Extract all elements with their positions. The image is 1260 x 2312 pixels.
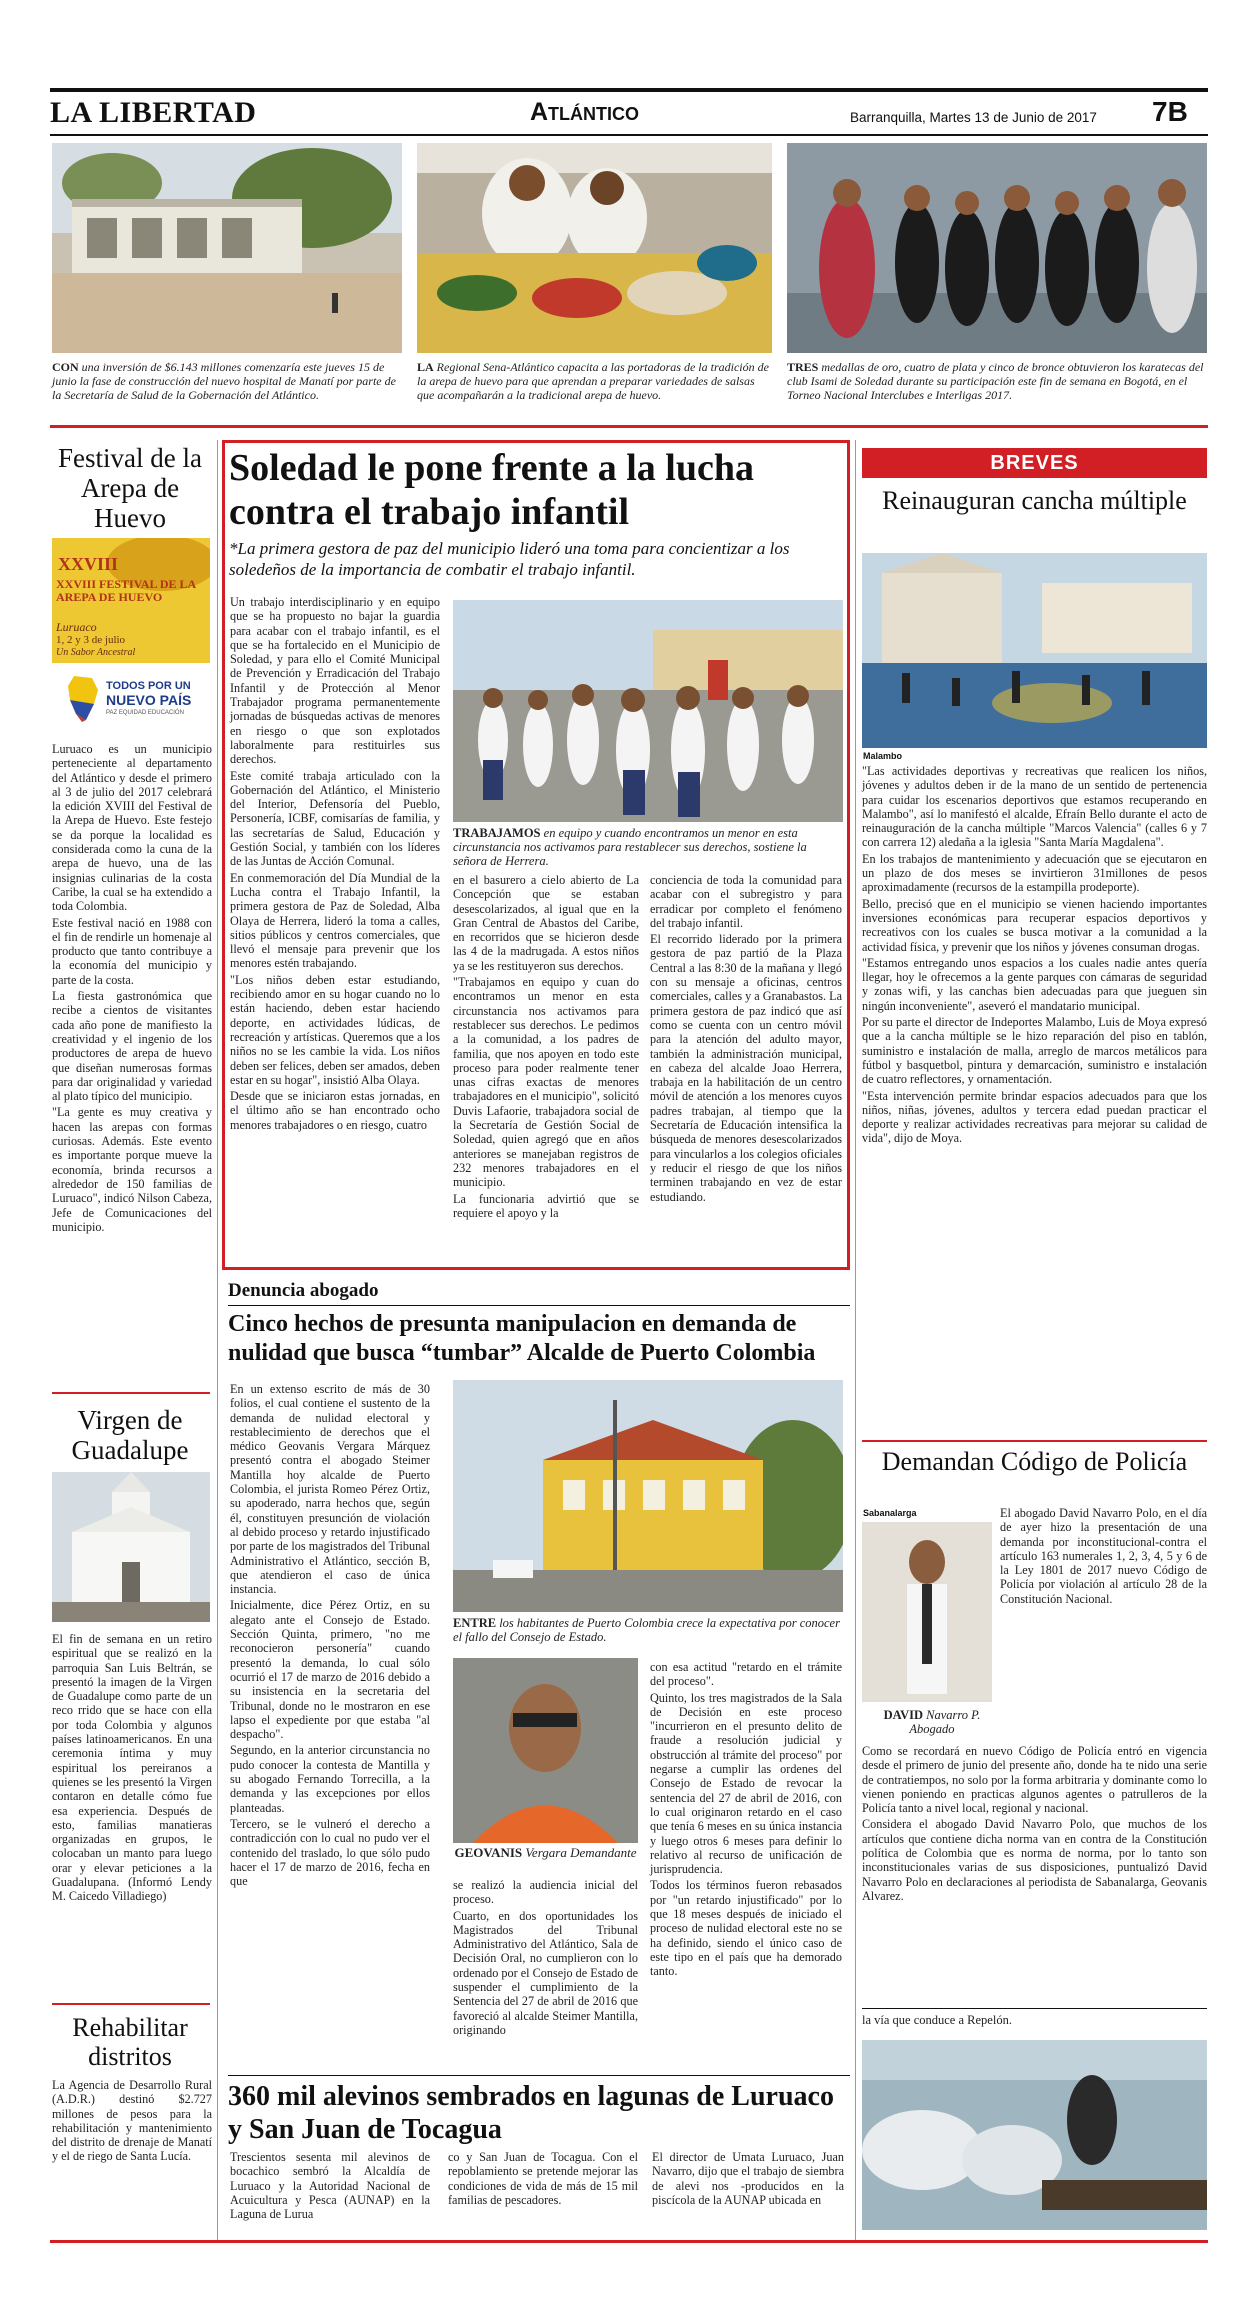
festival-paragraph: "La gente es muy creativa y hacen las arepas con formas curiosas. Además. Este evento es importante porque mueve la economía, brinda recursos a alrededor de 150 familias de Luruaco", indicó Nilson Cabeza, Jefe de Comunicaciones del municipio. xyxy=(52,1105,212,1234)
codigo-body-right xyxy=(1000,1506,1207,1608)
march-caption: TRABAJAMOS en equipo y cuando encontramos un menor en esta circunstancia nos activamos para restablecer sus derechos, sostiene la señora de Herrera. xyxy=(453,826,807,868)
march-photo xyxy=(453,600,843,822)
breves-banner xyxy=(862,448,1207,478)
main-paragraph: Este comité trabaja articulado con la Gobernación del Atlántico, el Ministerio del Interior, Defensoría del Pueblo, Personería, ICBF, comisarías de familia, y las secretarías de Salud, Educación y Gestión Social, y también con los líderes de las Juntas de Acción Comunal. xyxy=(230,768,440,869)
column-rule-right xyxy=(855,440,856,2240)
poster-place: Luruaco xyxy=(56,620,97,634)
denuncia-paragraph: con esa actitud "retardo en el trámite del proceso". xyxy=(650,1660,842,1689)
page-number: 7B xyxy=(1152,96,1188,127)
denuncia-paragraph: Segundo, en la anterior circunstancia no pudo conocer la contesta de Mantilla y su abogado Fernando Torrecilla, a la demanda y las excepciones por ellos planteadas. xyxy=(230,1743,430,1815)
geovanis-portrait xyxy=(453,1658,638,1843)
alevinos-paragraph: El director de Umata Luruaco, Juan Navarro, dijo que el trabajo de siembra de alevi nos -producidos en la piscícola de la AUNAP ubicada en xyxy=(652,2150,844,2207)
church-photo xyxy=(52,1472,210,1622)
codigo-rule xyxy=(862,2008,1207,2009)
distritos-paragraph: La Agencia de Desarrollo Rural (A.D.R.) destinó $2.727 millones de pesos para la rehabilitación y mantenimiento del distrito de drenaje de Manatí y el de riego de Santa Lucía. xyxy=(52,2078,212,2164)
denuncia-paragraph: Tercero, se le vulneró el derecho a contradicción con lo cual no pudo ver el contenido del traslado, lo que sólo pudo hacer el 17 de marzo de 2016, fecha en que xyxy=(230,1816,430,1889)
column-rule-left xyxy=(217,440,218,2240)
denuncia-tag-rule xyxy=(228,1305,850,1306)
puerto-caption: ENTRE los habitantes de Puerto Colombia crece la expectativa por conocer el fallo del Consejo de Estado. xyxy=(453,1616,840,1644)
logo-line2: NUEVO PAÍS xyxy=(106,692,192,708)
main-paragraph: La funcionaria advirtió que se requiere el apoyo y la xyxy=(453,1191,639,1220)
denuncia-paragraph: Cuarto, en dos oportunidades los Magistrados del Tribunal Administrativo del Atlántico, Sala de Decisión Oral, no cumplieron con lo ordenado por el Consejo de Estado de suspender el cumplimiento de la Sentencia del 27 de abril de 2016 que favoreció al alcalde Steimer Mantilla, originando xyxy=(453,1908,638,2037)
poster-dates: 1, 2 y 3 de julio xyxy=(56,634,126,646)
poster-slogan: Un Sabor Ancestral xyxy=(56,647,136,658)
codigo-title: Demandan Código de Policía xyxy=(881,1447,1188,1476)
denuncia-paragraph: se realizó la audiencia inicial del proceso. xyxy=(453,1878,638,1907)
cancha-paragraph: "Esta intervención permite brindar espacios adecuados para que los niños, niñas, jóvenes, adultos y tercera edad puedan practicar el deporte y realizar actividades recreativas para mejorar su calidad de vida", dijo de Moya. xyxy=(862,1088,1207,1146)
cancha-paragraph: Bello, precisó que en el municipio se vienen haciendo importantes inversiones económicas para recuperar espacios deportivos y recreativos con los cuales se busca motivar a la comunidad a la actividad física, y prevenir que los niños y jóvenes consuman drogas. xyxy=(862,896,1207,954)
codigo-paragraph: El abogado David Navarro Polo, en el día de ayer hizo la presentación de una demanda por inconstitucional-contra el artículo 163 numerales 1, 2, 3, 4, 5 y 6 de la Ley 1801 de 2017 nuevo Código de Policía por violación al artículo 28 de la Constitución Nacional. xyxy=(1000,1506,1207,1606)
david-caption: DAVID Navarro P. Abogado xyxy=(883,1708,981,1736)
masthead-date: Barranquilla, Martes 13 de Junio de 2017 xyxy=(850,110,1097,125)
puerto-colombia-photo xyxy=(453,1380,843,1612)
denuncia-col-2 xyxy=(453,1878,638,2039)
hospital-photo xyxy=(52,143,402,353)
cancha-paragraph: Por su parte el director de Indeportes Malambo, Luis de Moya expresó que a la cancha múltiple se le hizo reparación del piso en tablón, suministro e instalación de malla, arreglo de marcos metálicos para fútbol y basquetbol, pintura y demarcación, suministro e instalación de cuatro reflectores, y ornamentación. xyxy=(862,1015,1207,1087)
alevinos-photo xyxy=(862,2040,1207,2230)
main-col-2 xyxy=(453,873,639,1222)
denuncia-paragraph: Quinto, los tres magistrados de la Sala de Decisión en este proceso "incurrieron en el presunto delito de fraude a resolución judicial y obstrucción al trámite del proceso" por negarse a cumplir las ordenes del Consejo de Estado de revocar la sentencia del 27 de abril de 2016, con lo cual originaron retardo en el caso que tenía 6 meses en su única instancia y luego otros 6 meses para definir lo relativo al recurso de unificación de jurisprudencia. xyxy=(650,1690,842,1877)
arepa-caption: LA Regional Sena-Atlántico capacita a las portadoras de la tradición de la arepa de huevo para que aprendan a preparar variedades de salsas que acompañarán a la tradicional arepa de huevo. xyxy=(417,360,769,402)
virgen-paragraph: El fin de semana en un retiro espiritual que se realizó en la parroquia San Luis Beltrán, se presentó la imagen de la Virgen de Guadalupe como parte de un reco rrido que se hace con ella por toda Colombia y algunos países latinoamericanos. En una ceremonia íntima y muy espiritual los pereiranos a quienes se les presentó la Virgen contaron en detalle cómo fue esa experiencia. Después de esto, familias manatieras organizadas en grupos, le colocaban un manto para luego orar y elevar peticiones a la Guadalupana. (Informó Lendy M. Caicedo Villadiego) xyxy=(52,1632,212,1904)
cancha-body xyxy=(862,764,1207,1148)
masthead-bottom-rule xyxy=(50,134,1208,136)
karate-caption: TRES medallas de oro, cuatro de plata y cinco de bronce obtuvieron los karatecas del club Isami de Soledad durante su participación este fin de semana en Bogotá, en el Torneo Nacional Interclubes e Interligas 2017. xyxy=(787,360,1204,402)
alevinos-top-rule xyxy=(228,2075,850,2076)
top-red-rule xyxy=(50,425,1208,428)
logo-line3: PAZ EQUIDAD EDUCACIÓN xyxy=(106,710,184,716)
david-portrait xyxy=(862,1522,992,1702)
geovanis-caption: GEOVANIS Vergara Demandante xyxy=(454,1845,637,1860)
masthead-brand: LA LIBERTAD xyxy=(50,96,257,129)
main-paragraph: "Los niños deben estar estudiando, recibiendo amor en su hogar cuando no lo están haciendo, deben estar haciendo deporte, en actividades lúdicas, de recreación y artísticas. Queremos que a los niños no se les cambie la vida. Los niños deben ser felices, deben ser amados, deben estar en su hogar", insistió Alba Olaya. xyxy=(230,972,440,1087)
main-col-3 xyxy=(650,873,842,1206)
festival-body xyxy=(52,742,212,1236)
cancha-paragraph: "Las actividades deportivas y recreativas que realicen los niños, jóvenes y adultos deben ir de la mano de un sentido de pertenencia para cuidar los escenarios deportivos que estamos recuperando en Malambo", así lo manifestó el alcalde, Efraín Bello durante el acto de reinauguración de la cancha múltiple "Marcos Valencia" (calles 6 y 7 con carrera 12) aledaña a la iglesia "Santa María Magdalena". xyxy=(862,764,1207,850)
codigo-body xyxy=(862,1744,1207,1905)
main-paragraph: Desde que se iniciaron estas jornadas, en el último año se han encontrado ocho menores trabajadores o en riesgo, cuatro xyxy=(230,1089,440,1132)
main-paragraph: conciencia de toda la comunidad para acabar con el subregistro y para erradicar por completo el fenómeno del trabajo infantil. xyxy=(650,873,842,930)
colombia-map-icon xyxy=(64,674,102,722)
main-headline: Soledad le pone frente a la lucha contra el trabajo infantil xyxy=(229,447,754,533)
cancha-photo xyxy=(862,553,1207,748)
bottom-red-rule xyxy=(50,2240,1208,2243)
arepa-workshop-photo xyxy=(417,143,772,353)
left-divider-1 xyxy=(52,1392,210,1394)
main-paragraph: "Trabajamos en equipo y cuan do encontramos un menor en esta circunstancia nos activamos para restablecer sus derechos. Le pedimos a la comunidad, a los padres de familia, que nos apoyen en todo este proceso para poder realmente tener unas cifras exactas de menores trabajadores en el municipio", solicitó Duvis Lafaorie, trabajadora social de la Secretaría de Gestión Social de Soledad, quien agregó que en años anteriores se manejaban registros de 232 menores trabajadores en el municipio. xyxy=(453,975,639,1190)
alevinos-paragraph: Trescientos sesenta mil alevinos de bocachico sembró la Alcaldía de Luruaco y la Autoridad Nacional de Acuicultura y Pesca (AUNAP) en la Laguna de Lurua xyxy=(230,2150,430,2222)
masthead-top-rule xyxy=(50,88,1208,92)
masthead-section: Atlántico xyxy=(530,98,640,126)
alevinos-col-2 xyxy=(448,2150,638,2209)
denuncia-paragraph: Inicialmente, dice Pérez Ortiz, en su alegato ante el Consejo de Estado. Sección Quinta, primero, "no me reconocieron personería" cuando presentó la demanda, lo cual sólo ocurrió el 17 de marzo de 2016 debido a su insistencia en la secretaria del Tribunal, donde no le mostraron en ese lapso el expediente por que estaba "al despacho". xyxy=(230,1598,430,1742)
virgen-body xyxy=(52,1632,212,1906)
main-col-1 xyxy=(230,595,440,1134)
poster-title-text: XXVIII xyxy=(58,554,119,574)
festival-poster xyxy=(52,538,210,663)
cancha-photo-label: Malambo xyxy=(863,751,903,761)
festival-title: Festival de la Arepa de Huevo xyxy=(58,443,202,533)
festival-paragraph: Este festival nació en 1988 con el fin de rendirle un homenaje al producto que tanto contribuye a la economía del municipio y parte de la costa. xyxy=(52,915,212,987)
denuncia-paragraph: En un extenso escrito de más de 30 folios, el cual contiene el sustento de la demanda de nulidad electoral y restablecimiento de derechos que el médico Geovanis Vergara Márquez presentó contra el abogado Steimer Mantilla hoy alcalde de Puerto Colombia, el jurista Romeo Pérez Ortiz, su apoderado, narra hechos que, según él, constituyen presunción de violación al debido proceso y retardo injustificado por parte de los magistrados del Tribunal Administrativo el Atlántico, sección B, que atendieron el caso de única instancia. xyxy=(230,1382,430,1597)
left-divider-2 xyxy=(52,2003,210,2005)
distritos-title: Rehabilitar distritos xyxy=(72,2013,188,2071)
karate-team-photo xyxy=(787,143,1207,353)
codigo-paragraph: Considera el abogado David Navarro Polo, que muchos de los artículos que contiene dicha norma van en contra de la Constitución política de Colombia que es norma de norma, por lo tanto son inconstitucionales varias de sus disposiciones, puntualizó David Navarro Polo en declaraciones al periodista de Sabanalarga, Geovanis Alvarez. xyxy=(862,1817,1207,1903)
main-kicker: *La primera gestora de paz del municipio lideró una toma para concientizar a los soledeños de la importancia de combatir el trabajo infantil. xyxy=(229,539,790,579)
codigo-paragraph: Como se recordará en nuevo Código de Policía entró en vigencia desde el primero de junio del presente año, donde ha te nido una serie de contratiempos, no solo por la forma arbitraria y dominante como lo vienen poniendo en practicas algunos agentes o patrulleros de la Policía tanto a nivel local, regional y nacional. xyxy=(862,1744,1207,1816)
logo-line1: TODOS POR UN xyxy=(106,680,191,692)
cancha-paragraph: En los trabajos de mantenimiento y adecuación que se ejecutaron en un plazo de dos meses se invirtieron 31millones de pesos aproximadamente (recursos de la estampilla prodeporte). xyxy=(862,851,1207,895)
codigo-photo-label: Sabanalarga xyxy=(863,1508,917,1518)
breves-label: BREVES xyxy=(990,452,1079,474)
cancha-paragraph: "Estamos entregando unos espacios a los cuales nadie antes quería llegar, hoy le ofrecemos a la gente parques con cámaras de seguridad y zonas wifi, y las canchas bien adecuadas para que jueguen sin ningún inconveniente", aseveró el mandatario municipal. xyxy=(862,955,1207,1013)
main-paragraph: El recorrido liderado por la primera gestora de paz partió de la Plaza Central a las 8:30 de la mañana y llegó con su mensaje a oficinas, centros comerciales, calles y a Granabastos. La primera gestora de paz indicó que así como se cuenta con un centro móvil para la atención del adulto mayor, también la administración municipal, en cabeza del alcalde Joao Herrera, trabaja en la habilitación de un centro móvil de atención a los menores cuyos padres trabajan, al tiempo que la Secretaría de Educación intensifica la búsqueda de menores desescolarizados para vincularlos a los colegios oficiales y reducir el riesgo de que los niños terminen trabajando en vez de estar estudiando. xyxy=(650,932,842,1204)
cancha-title: Reinauguran cancha múltiple xyxy=(882,486,1187,515)
alevinos-col-3 xyxy=(652,2150,844,2209)
denuncia-col-1 xyxy=(230,1382,430,1890)
alevinos-col-1 xyxy=(230,2150,430,2223)
nuevo-pais-logo xyxy=(64,672,210,727)
main-paragraph: Un trabajo interdisciplinario y en equipo que se ha propuesto no bajar la guardia para acabar con el trabajo infantil, es el que se ha fortalecido en el Municipio de Soledad, y para ello el Comité Municipal de Prevención y Erradicación del Trabajo Infantil y de Protección al Menor Trabajador programa permanentemente jornadas de búsquedas activas de menores en riesgo o que son explotados laboralmente para restituirles sus derechos. xyxy=(230,595,440,767)
poster-title: XXVIII FESTIVAL DE LA AREPA DE HUEVO xyxy=(56,577,196,604)
hospital-caption: CON una inversión de $6.143 millones comenzaría este jueves 15 de junio la fase de construcción del nuevo hospital de Manatí por parte de la Secretaría de Salud de la Gobernación del Atlántico. xyxy=(52,360,396,402)
denuncia-paragraph: Todos los términos fueron rebasados por "un retardo injustificado" por lo que 18 meses después de iniciado el proceso de nulidad electoral este no se ha definido, siendo el único caso de este tipo en el país que ha demorado tanto. xyxy=(650,1878,842,1979)
virgen-title: Virgen de Guadalupe xyxy=(71,1405,189,1465)
alevinos-headline: 360 mil alevinos sembrados en lagunas de Luruaco y San Juan de Tocagua xyxy=(228,2081,834,2145)
denuncia-col-3 xyxy=(650,1660,842,1981)
distritos-body xyxy=(52,2078,212,2166)
codigo-footer-line: la vía que conduce a Repelón. xyxy=(862,2013,1012,2027)
main-paragraph: en el basurero a cielo abierto de La Concepción que se estaban desescolarizados, al igual que en la Gran Central de Abastos del Caribe, en recorridos que se hicieron desde las 4 de la madrugada. A estos niños ya se les restituyeron sus derechos. xyxy=(453,873,639,973)
denuncia-tag: Denuncia abogado xyxy=(228,1280,379,1301)
main-paragraph: En conmemoración del Día Mundial de la Lucha contra el Trabajo Infantil, la primera gestora de Paz de Soledad, Alba Olaya de Herrera, lideró la toma a calles, sitios públicos y centros comerciales, que llevó el mensaje para prevenir que los menores estén trabajando. xyxy=(230,870,440,971)
festival-paragraph: La fiesta gastronómica que recibe a cientos de visitantes cada año pone de manifiesto la creatividad y el ingenio de los productores de arepa de huevo que diseñan numerosas formas para dar originalidad y variedad al plato típico del municipio. xyxy=(52,989,212,1104)
breves-divider xyxy=(862,1440,1207,1442)
denuncia-headline: Cinco hechos de presunta manipulacion en demanda de nulidad que busca “tumbar” Alcalde de Puerto Colombia xyxy=(228,1311,816,1366)
alevinos-paragraph: co y San Juan de Tocagua. Con el repoblamiento se pretende mejorar las condiciones de vida de más de 15 mil familias de pescadores. xyxy=(448,2150,638,2207)
festival-paragraph: Luruaco es un municipio perteneciente al departamento del Atlántico y desde el primero al 3 de julio del 2017 celebrará la edición XVIII del Festival de la Arepa de Huevo. Este festejo se da porque la localidad es considerada como la cuna de la arepa de huevo, una de las insignias culinarias de la costa Caribe, la cual se ha extendido a toda Colombia. xyxy=(52,742,212,914)
